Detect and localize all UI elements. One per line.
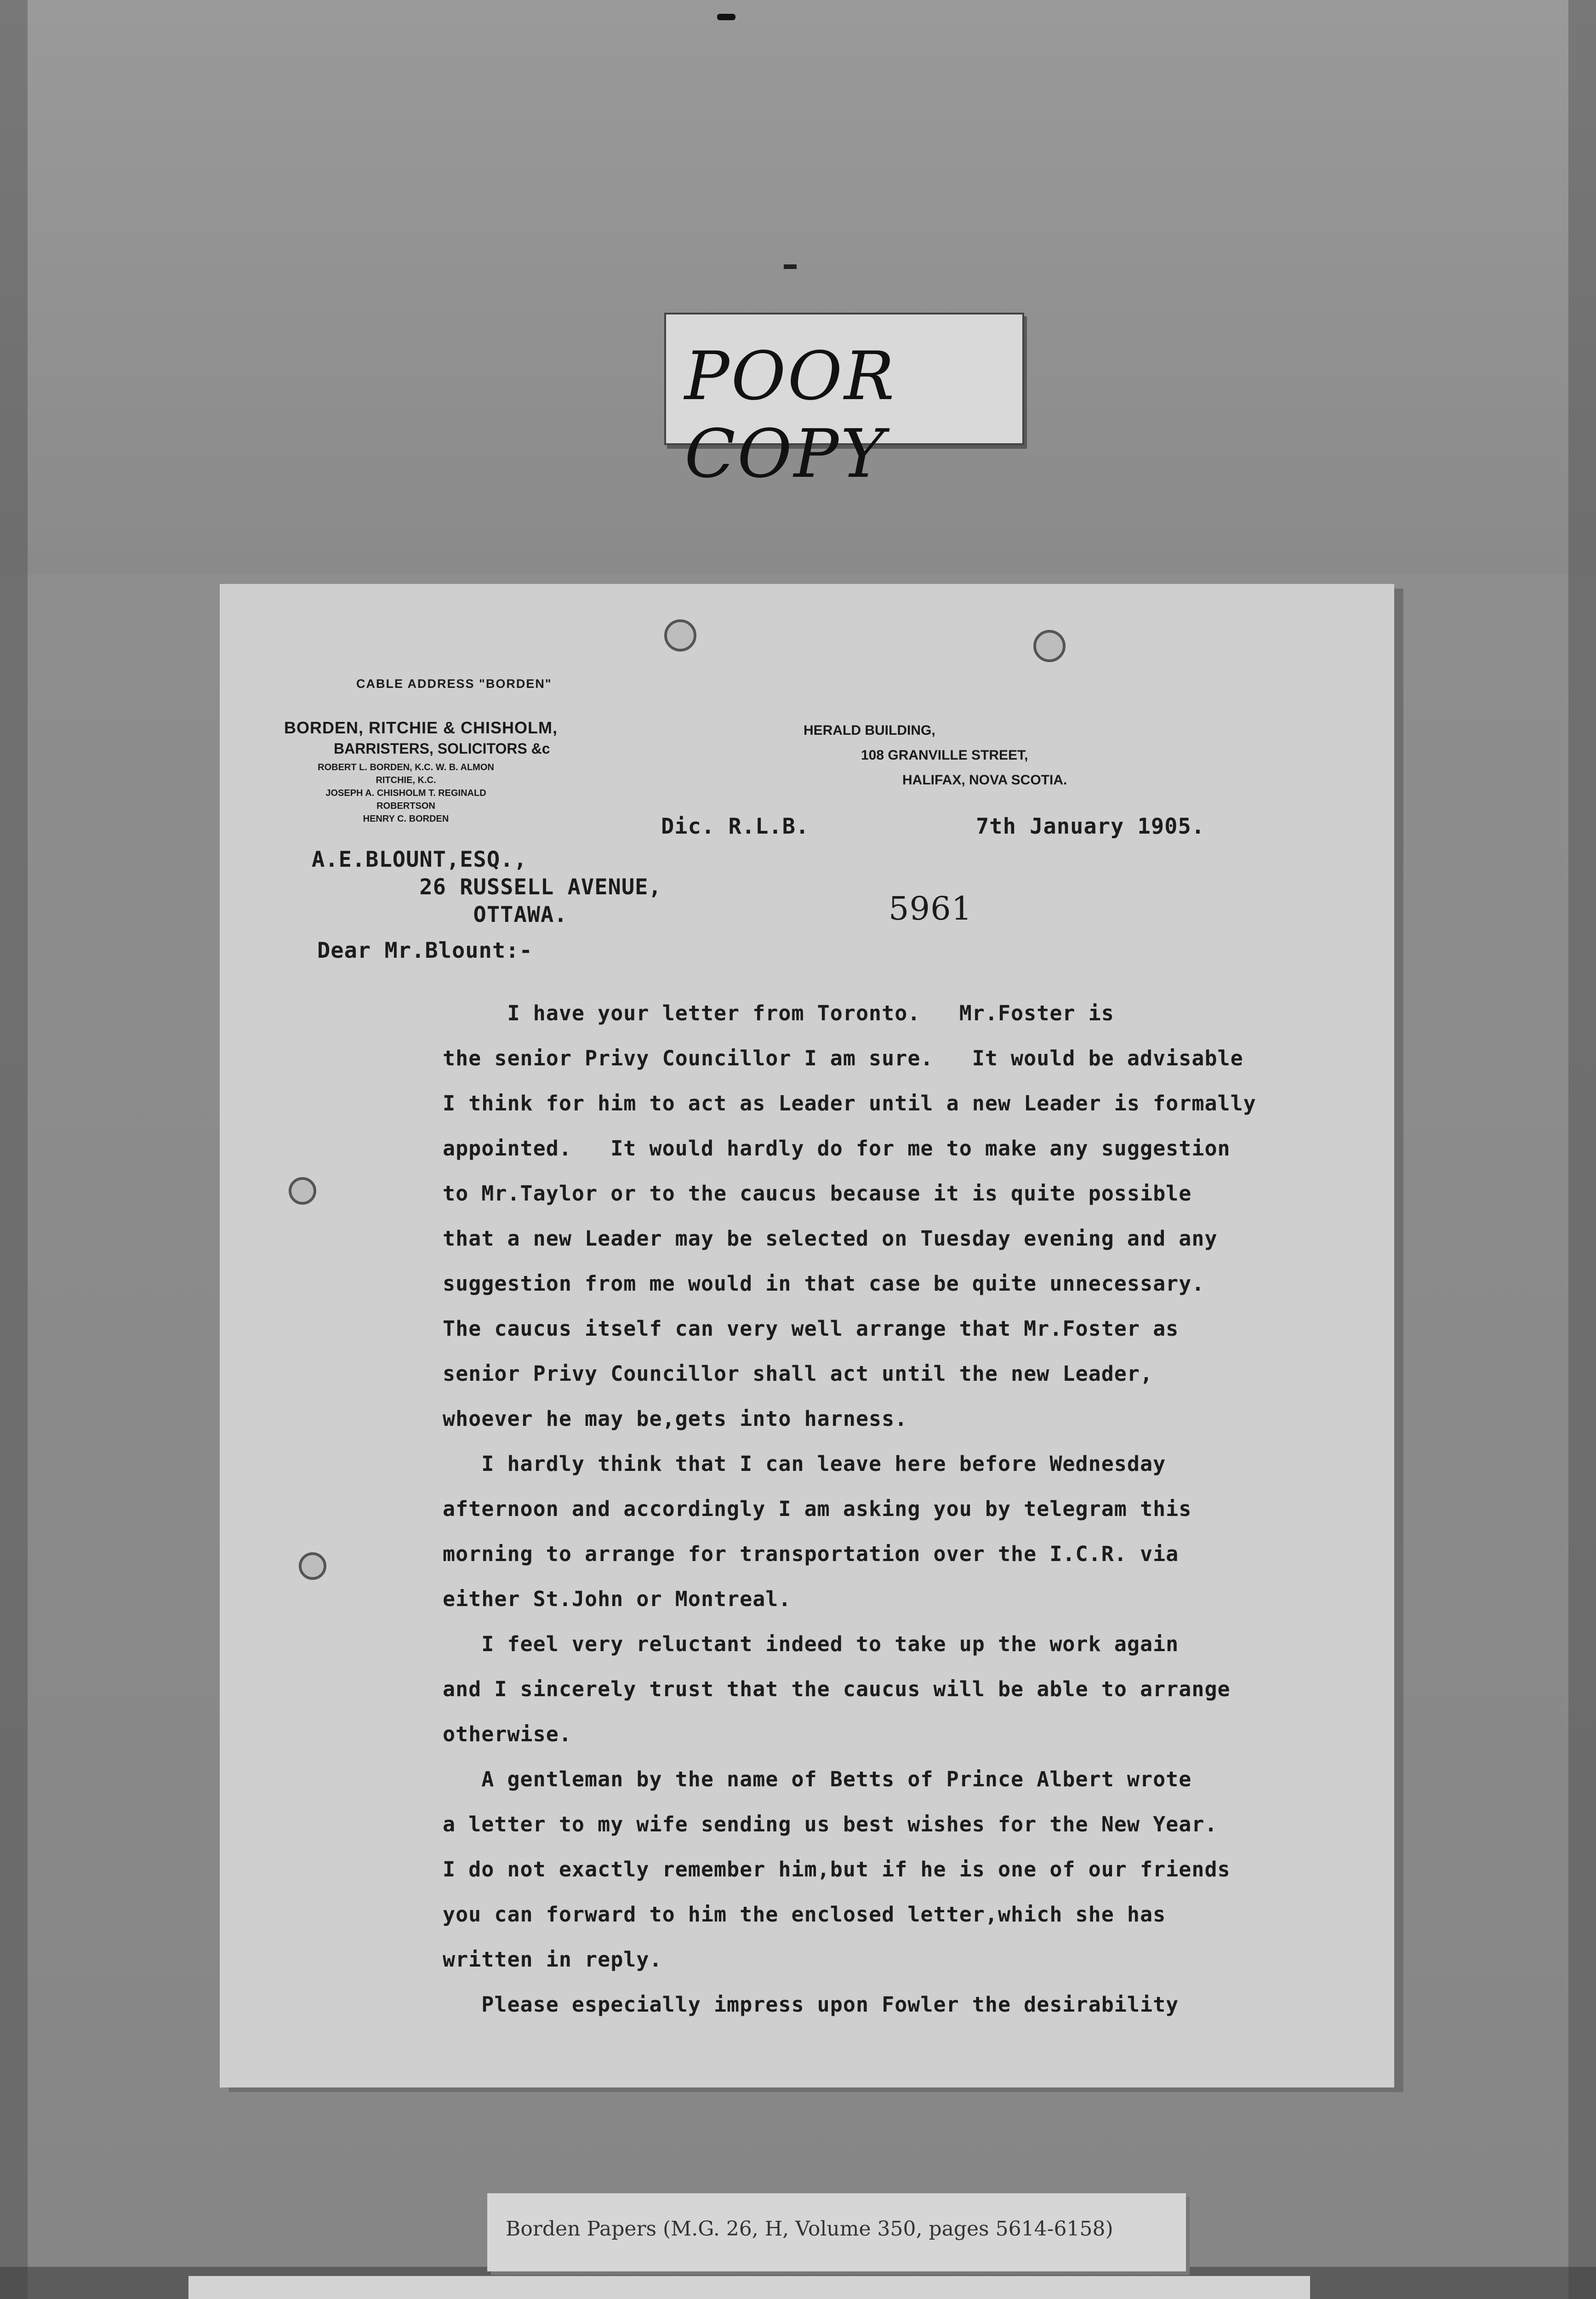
body-line: The caucus itself can very well arrange that Mr.Foster as [443, 1316, 1179, 1341]
film-edge-left [0, 0, 28, 2299]
salutation: Dear Mr.Blount:- [317, 938, 533, 963]
addressee-line: OTTAWA. [312, 902, 568, 927]
poor-copy-label [664, 313, 1024, 493]
address-line: HERALD BUILDING, [804, 723, 935, 738]
address-line: HALIFAX, NOVA SCOTIA. [902, 772, 1067, 788]
body-line: written in reply. [443, 1947, 662, 1972]
cable-address: CABLE ADDRESS "BORDEN" [356, 677, 552, 691]
partner-line: JOSEPH A. CHISHOLM T. REGINALD ROBERTSON [325, 788, 486, 811]
poor-copy-text: POOR COPY [684, 337, 896, 493]
addressee-line: 26 RUSSELL AVENUE, [312, 875, 662, 900]
body-line: either St.John or Montreal. [443, 1587, 792, 1611]
body-line: that a new Leader may be selected on Tuesday evening and any [443, 1226, 1218, 1251]
body-line: whoever he may be,gets into harness. [443, 1407, 908, 1431]
body-line: a letter to my wife sending us best wishes for the New Year. [443, 1812, 1218, 1836]
dictation-note: Dic. R.L.B. [661, 814, 809, 839]
body-line: senior Privy Councillor shall act until the new Leader, [443, 1361, 1153, 1386]
address-line: 108 GRANVILLE STREET, [861, 748, 1028, 763]
punch-hole [299, 1552, 326, 1580]
body-line: I feel very reluctant indeed to take up the work again [443, 1632, 1179, 1656]
partner-line: ROBERT L. BORDEN, K.C. W. B. ALMON RITCHIE, K.C. [318, 762, 494, 785]
letter-sheet [220, 584, 1394, 2087]
citation-strip [487, 2193, 1186, 2271]
citation-text: Borden Papers (M.G. 26, H, Volume 350, pages 5614-6158) [506, 2217, 1113, 2241]
body-line: and I sincerely trust that the caucus will be able to arrange [443, 1677, 1231, 1701]
body-line: you can forward to him the enclosed letter,which she has [443, 1902, 1166, 1927]
film-edge-right [1568, 0, 1596, 2299]
body-line: A gentleman by the name of Betts of Prince Albert wrote [443, 1767, 1192, 1791]
body-line: to Mr.Taylor or to the caucus because it is quite possible [443, 1181, 1192, 1206]
addressee-block [312, 846, 662, 929]
firm-name: BORDEN, RITCHIE & CHISHOLM, [284, 718, 558, 737]
body-line: I think for him to act as Leader until a new Leader is formally [443, 1091, 1256, 1115]
punch-hole [289, 1177, 316, 1205]
film-dash-mark [784, 264, 797, 269]
body-line: Please especially impress upon Fowler the desirability [443, 1992, 1179, 2017]
letter-body [443, 991, 1256, 2027]
firm-subtitle: BARRISTERS, SOLICITORS &c [334, 740, 550, 757]
film-registration-mark [717, 14, 735, 20]
partner-line: HENRY C. BORDEN [363, 814, 449, 824]
reference-number: 5961 [889, 890, 973, 927]
firm-address [804, 718, 1067, 793]
punch-hole [1033, 630, 1066, 662]
body-line: morning to arrange for transportation over the I.C.R. via [443, 1542, 1179, 1566]
body-line: the senior Privy Councillor I am sure. It would be advisable [443, 1046, 1243, 1070]
body-line: I hardly think that I can leave here before Wednesday [443, 1452, 1166, 1476]
body-line: I have your letter from Toronto. Mr.Foster is [443, 1001, 1114, 1025]
body-line: appointed. It would hardly do for me to make any suggestion [443, 1136, 1231, 1161]
body-line: otherwise. [443, 1722, 572, 1746]
body-line: afternoon and accordingly I am asking you by telegram this [443, 1497, 1192, 1521]
addressee-line: A.E.BLOUNT,ESQ., [312, 847, 527, 872]
body-line: I do not exactly remember him,but if he is one of our friends [443, 1857, 1231, 1882]
partner-list [298, 761, 514, 825]
body-line: suggestion from me would in that case be quite unnecessary. [443, 1271, 1205, 1296]
letter-date: 7th January 1905. [976, 814, 1205, 839]
archives-stamp [188, 2276, 1310, 2299]
punch-hole [664, 619, 696, 652]
